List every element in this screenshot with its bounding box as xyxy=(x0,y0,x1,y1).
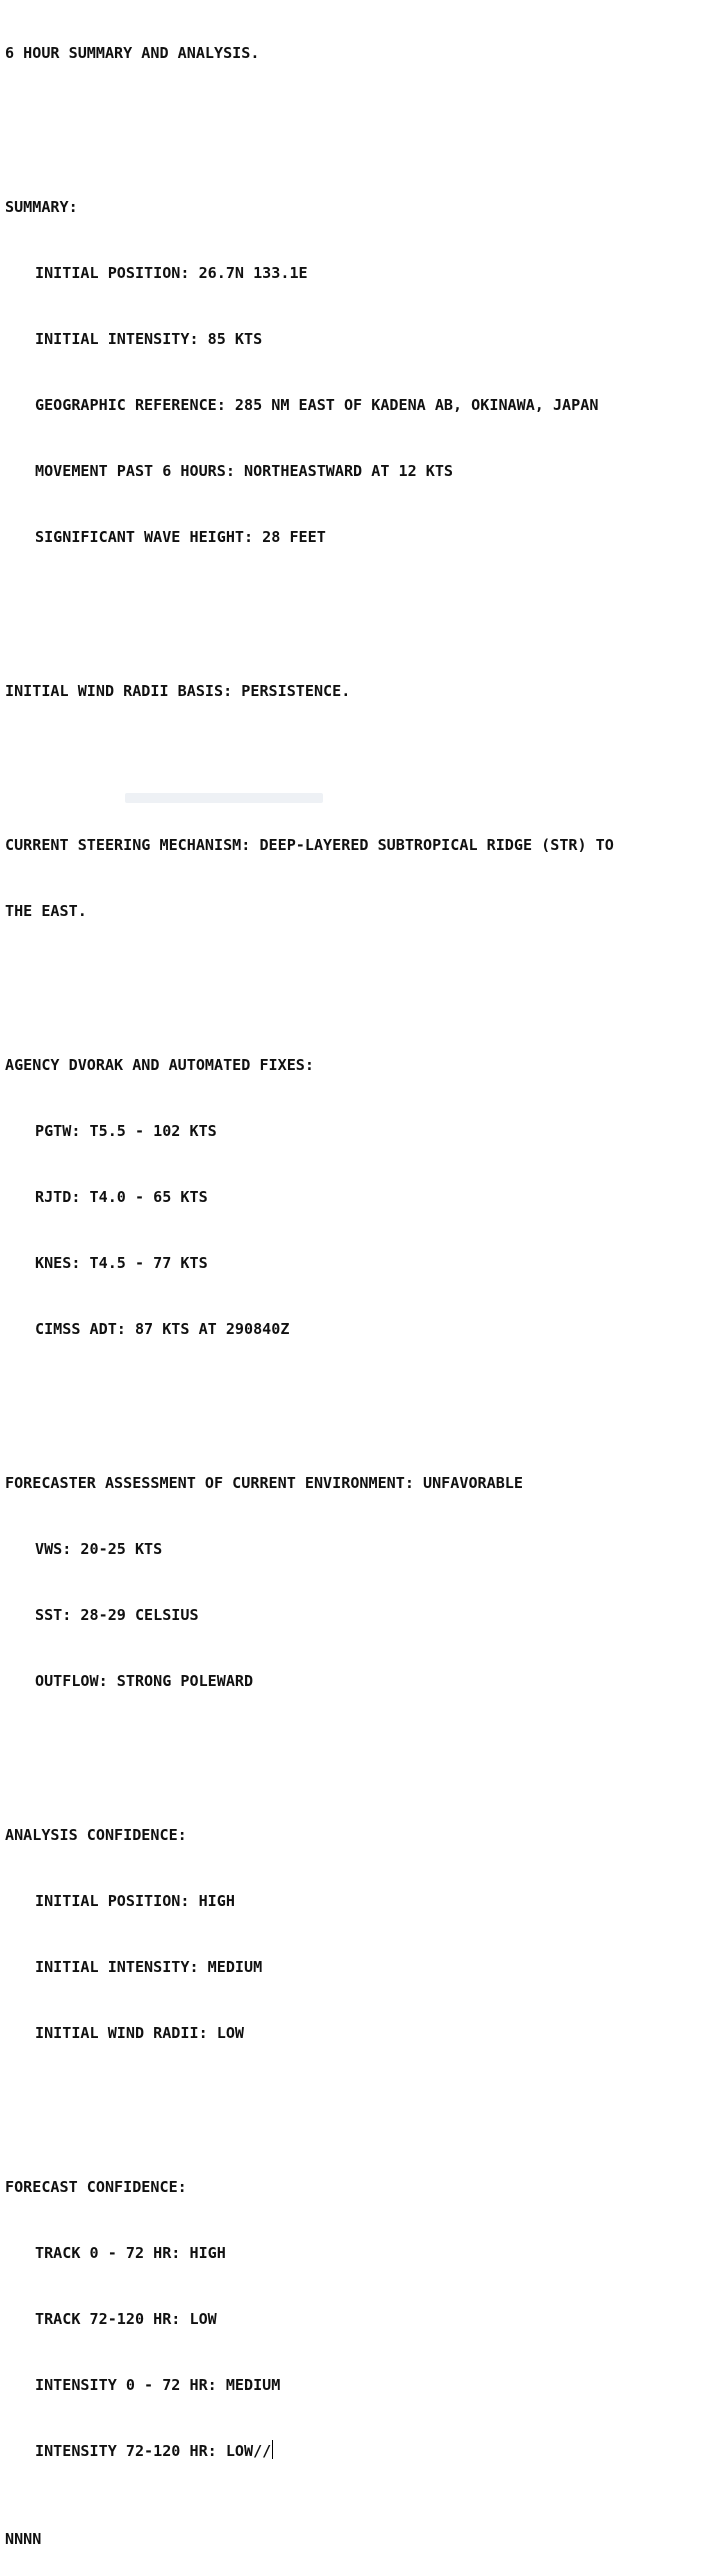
environment-item: OUTFLOW: STRONG POLEWARD xyxy=(35,1672,254,1690)
blank-line xyxy=(5,966,614,988)
summary-initial-intensity: INITIAL INTENSITY: 85 KTS xyxy=(35,330,263,348)
faint-overlay-bar xyxy=(125,793,323,803)
bulletin-title: 6 HOUR SUMMARY AND ANALYSIS. xyxy=(5,44,260,62)
bulletin-text xyxy=(5,0,614,2572)
forecast-confidence-item: TRACK 0 - 72 HR: HIGH xyxy=(35,2244,226,2262)
blank-line xyxy=(5,746,614,768)
analysis-confidence-item: INITIAL POSITION: HIGH xyxy=(35,1892,235,1910)
steering-line-1: CURRENT STEERING MECHANISM: DEEP-LAYERED SUBTROPICAL RIDGE (STR) TO xyxy=(5,836,614,854)
forecast-confidence-item: TRACK 72-120 HR: LOW xyxy=(35,2310,217,2328)
forecast-confidence-heading: FORECAST CONFIDENCE: xyxy=(5,2178,187,2196)
end-marker: NNNN xyxy=(5,2530,42,2548)
summary-wave-height: SIGNIFICANT WAVE HEIGHT: 28 FEET xyxy=(35,528,326,546)
fix-item: KNES: T4.5 - 77 KTS xyxy=(35,1254,208,1272)
text-cursor xyxy=(272,2440,273,2459)
analysis-confidence-heading: ANALYSIS CONFIDENCE: xyxy=(5,1826,187,1844)
analysis-confidence-item: INITIAL WIND RADII: LOW xyxy=(35,2024,245,2042)
summary-movement: MOVEMENT PAST 6 HOURS: NORTHEASTWARD AT 12 KTS xyxy=(35,462,454,480)
blank-line xyxy=(5,108,614,130)
environment-item: VWS: 20-25 KTS xyxy=(35,1540,163,1558)
summary-initial-position: INITIAL POSITION: 26.7N 133.1E xyxy=(35,264,308,282)
blank-line xyxy=(5,2088,614,2110)
forecast-confidence-item: INTENSITY 72-120 HR: LOW// xyxy=(35,2442,272,2460)
steering-line-2: THE EAST. xyxy=(5,902,87,920)
forecast-confidence-last-item xyxy=(5,2440,614,2462)
blank-line xyxy=(5,1384,614,1406)
fix-item: CIMSS ADT: 87 KTS AT 290840Z xyxy=(35,1320,290,1338)
fixes-heading: AGENCY DVORAK AND AUTOMATED FIXES: xyxy=(5,1056,314,1074)
environment-heading: FORECASTER ASSESSMENT OF CURRENT ENVIRONMENT: UNFAVORABLE xyxy=(5,1474,523,1492)
fix-item: PGTW: T5.5 - 102 KTS xyxy=(35,1122,217,1140)
summary-heading: SUMMARY: xyxy=(5,198,78,216)
blank-line xyxy=(5,1736,614,1758)
blank-line xyxy=(5,592,614,614)
environment-item: SST: 28-29 CELSIUS xyxy=(35,1606,199,1624)
summary-geographic-reference: GEOGRAPHIC REFERENCE: 285 NM EAST OF KADENA AB, OKINAWA, JAPAN xyxy=(35,396,599,414)
wind-radii-basis: INITIAL WIND RADII BASIS: PERSISTENCE. xyxy=(5,682,351,700)
analysis-confidence-item: INITIAL INTENSITY: MEDIUM xyxy=(35,1958,263,1976)
fix-item: RJTD: T4.0 - 65 KTS xyxy=(35,1188,208,1206)
forecast-confidence-item: INTENSITY 0 - 72 HR: MEDIUM xyxy=(35,2376,281,2394)
